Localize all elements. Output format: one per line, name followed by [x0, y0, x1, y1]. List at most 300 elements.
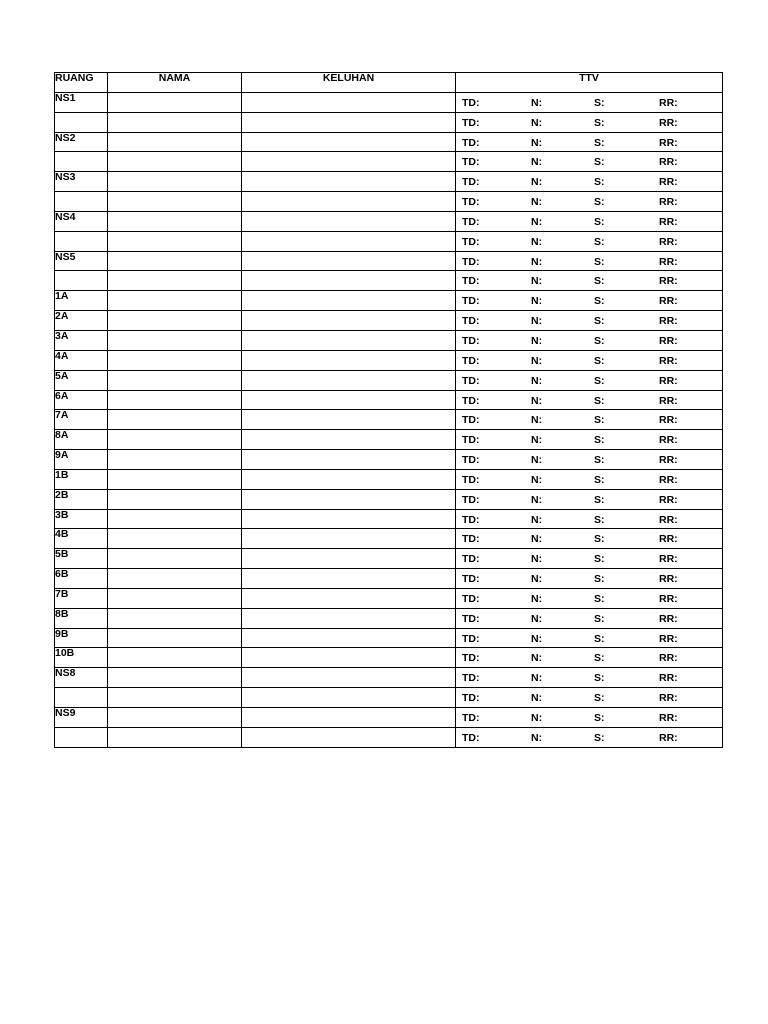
- header-nama: NAMA: [108, 73, 242, 93]
- cell-keluhan[interactable]: [242, 132, 456, 152]
- table-row: [55, 211, 723, 231]
- ttv-label-n: N:: [531, 315, 543, 328]
- ttv-label-s: S:: [594, 454, 605, 467]
- ttv-label-n: N:: [531, 235, 543, 248]
- cell-ruang: 5B: [55, 549, 108, 569]
- cell-nama[interactable]: [108, 251, 242, 271]
- cell-nama[interactable]: [108, 152, 242, 172]
- cell-keluhan[interactable]: [242, 648, 456, 668]
- cell-ruang: 2B: [55, 489, 108, 509]
- ttv-label-td: TD:: [462, 394, 480, 407]
- ttv-label-s: S:: [594, 354, 605, 367]
- cell-ttv[interactable]: [456, 152, 723, 172]
- cell-ttv[interactable]: [456, 648, 723, 668]
- ttv-label-s: S:: [594, 513, 605, 526]
- ttv-label-td: TD:: [462, 731, 480, 744]
- cell-nama[interactable]: [108, 688, 242, 708]
- cell-keluhan[interactable]: [242, 231, 456, 251]
- ttv-label-rr: RR:: [659, 592, 678, 605]
- cell-nama[interactable]: [108, 608, 242, 628]
- ttv-label-n: N:: [531, 513, 543, 526]
- ttv-label-rr: RR:: [659, 672, 678, 685]
- ttv-label-rr: RR:: [659, 116, 678, 129]
- table-row: [55, 410, 723, 430]
- cell-ttv[interactable]: [456, 251, 723, 271]
- ttv-label-s: S:: [594, 334, 605, 347]
- ttv-label-td: TD:: [462, 136, 480, 149]
- cell-ttv[interactable]: [456, 628, 723, 648]
- ttv-label-s: S:: [594, 553, 605, 566]
- ttv-label-td: TD:: [462, 473, 480, 486]
- cell-ruang: 3B: [55, 509, 108, 529]
- cell-ruang: 4A: [55, 350, 108, 370]
- ttv-label-td: TD:: [462, 533, 480, 546]
- cell-keluhan[interactable]: [242, 727, 456, 747]
- cell-ruang: [55, 112, 108, 132]
- ttv-label-rr: RR:: [659, 473, 678, 486]
- cell-ttv[interactable]: [456, 489, 723, 509]
- ttv-label-rr: RR:: [659, 354, 678, 367]
- cell-ttv[interactable]: [456, 430, 723, 450]
- ttv-label-n: N:: [531, 473, 543, 486]
- cell-ttv[interactable]: [456, 291, 723, 311]
- ttv-label-td: TD:: [462, 414, 480, 427]
- cell-nama[interactable]: [108, 370, 242, 390]
- ttv-label-s: S:: [594, 592, 605, 605]
- ttv-label-rr: RR:: [659, 275, 678, 288]
- cell-keluhan[interactable]: [242, 469, 456, 489]
- ttv-label-n: N:: [531, 652, 543, 665]
- ttv-label-n: N:: [531, 96, 543, 109]
- ttv-label-n: N:: [531, 553, 543, 566]
- cell-nama[interactable]: [108, 112, 242, 132]
- table-row: [55, 271, 723, 291]
- ttv-label-rr: RR:: [659, 731, 678, 744]
- cell-ttv[interactable]: [456, 569, 723, 589]
- cell-keluhan[interactable]: [242, 211, 456, 231]
- header-row: [55, 73, 723, 93]
- table-row: [55, 529, 723, 549]
- ttv-label-rr: RR:: [659, 394, 678, 407]
- ttv-label-td: TD:: [462, 156, 480, 169]
- cell-ruang: [55, 152, 108, 172]
- ttv-label-rr: RR:: [659, 156, 678, 169]
- ttv-label-rr: RR:: [659, 295, 678, 308]
- ttv-label-rr: RR:: [659, 196, 678, 209]
- ttv-label-s: S:: [594, 215, 605, 228]
- ttv-label-rr: RR:: [659, 136, 678, 149]
- table-row: [55, 370, 723, 390]
- cell-nama[interactable]: [108, 529, 242, 549]
- table-row: [55, 390, 723, 410]
- cell-ruang: NS4: [55, 211, 108, 231]
- table-row: [55, 311, 723, 331]
- ttv-label-n: N:: [531, 712, 543, 724]
- ttv-label-s: S:: [594, 692, 605, 705]
- ttv-label-n: N:: [531, 672, 543, 685]
- cell-ruang: NS8: [55, 668, 108, 688]
- cell-nama[interactable]: [108, 410, 242, 430]
- ttv-label-s: S:: [594, 235, 605, 248]
- cell-keluhan[interactable]: [242, 410, 456, 430]
- table-row: [55, 430, 723, 450]
- cell-keluhan[interactable]: [242, 291, 456, 311]
- ttv-label-td: TD:: [462, 434, 480, 447]
- cell-ruang: 7B: [55, 588, 108, 608]
- cell-nama[interactable]: [108, 430, 242, 450]
- ttv-label-n: N:: [531, 176, 543, 189]
- cell-keluhan[interactable]: [242, 172, 456, 192]
- ttv-label-s: S:: [594, 533, 605, 546]
- cell-ttv[interactable]: [456, 608, 723, 628]
- ttv-label-rr: RR:: [659, 612, 678, 625]
- ttv-label-rr: RR:: [659, 176, 678, 189]
- ttv-label-n: N:: [531, 533, 543, 546]
- cell-ruang: [55, 231, 108, 251]
- table-row: [55, 549, 723, 569]
- table-row: [55, 291, 723, 311]
- table-row: [55, 152, 723, 172]
- ttv-label-n: N:: [531, 434, 543, 447]
- cell-ruang: [55, 688, 108, 708]
- ttv-label-rr: RR:: [659, 235, 678, 248]
- table-row: [55, 132, 723, 152]
- cell-keluhan[interactable]: [242, 668, 456, 688]
- patient-vitals-table: [54, 72, 723, 748]
- cell-ruang: 1B: [55, 469, 108, 489]
- cell-keluhan[interactable]: [242, 152, 456, 172]
- table-row: [55, 628, 723, 648]
- ttv-label-n: N:: [531, 354, 543, 367]
- ttv-label-n: N:: [531, 295, 543, 308]
- cell-nama[interactable]: [108, 172, 242, 192]
- cell-ttv[interactable]: [456, 231, 723, 251]
- cell-keluhan[interactable]: [242, 588, 456, 608]
- ttv-label-s: S:: [594, 473, 605, 486]
- cell-ruang: 9B: [55, 628, 108, 648]
- ttv-label-td: TD:: [462, 632, 480, 645]
- ttv-label-s: S:: [594, 632, 605, 645]
- cell-nama[interactable]: [108, 509, 242, 529]
- ttv-label-s: S:: [594, 176, 605, 189]
- table-row: [55, 588, 723, 608]
- ttv-label-rr: RR:: [659, 255, 678, 268]
- ttv-label-s: S:: [594, 116, 605, 129]
- table-row: [55, 708, 723, 728]
- cell-keluhan[interactable]: [242, 92, 456, 112]
- table-row: [55, 469, 723, 489]
- ttv-label-n: N:: [531, 493, 543, 506]
- ttv-label-rr: RR:: [659, 553, 678, 566]
- ttv-label-s: S:: [594, 434, 605, 447]
- ttv-label-s: S:: [594, 295, 605, 308]
- cell-ttv[interactable]: [456, 390, 723, 410]
- cell-ruang: 6B: [55, 569, 108, 589]
- ttv-label-td: TD:: [462, 215, 480, 228]
- cell-ttv[interactable]: [456, 330, 723, 350]
- ttv-label-td: TD:: [462, 612, 480, 625]
- cell-ruang: NS9: [55, 708, 108, 728]
- cell-ttv[interactable]: [456, 370, 723, 390]
- ttv-label-n: N:: [531, 255, 543, 268]
- cell-nama[interactable]: [108, 549, 242, 569]
- cell-ttv[interactable]: [456, 132, 723, 152]
- cell-keluhan[interactable]: [242, 251, 456, 271]
- cell-ruang: 9A: [55, 450, 108, 470]
- ttv-label-s: S:: [594, 196, 605, 209]
- table-row: [55, 608, 723, 628]
- cell-ttv[interactable]: [456, 311, 723, 331]
- cell-ruang: 10B: [55, 648, 108, 668]
- ttv-label-n: N:: [531, 275, 543, 288]
- ttv-label-rr: RR:: [659, 513, 678, 526]
- table-row: [55, 450, 723, 470]
- cell-ttv[interactable]: [456, 92, 723, 112]
- cell-ttv[interactable]: [456, 350, 723, 370]
- ttv-label-td: TD:: [462, 255, 480, 268]
- cell-nama[interactable]: [108, 588, 242, 608]
- table-row: [55, 509, 723, 529]
- ttv-label-s: S:: [594, 156, 605, 169]
- cell-keluhan[interactable]: [242, 509, 456, 529]
- ttv-label-rr: RR:: [659, 315, 678, 328]
- ttv-label-s: S:: [594, 136, 605, 149]
- cell-ruang: 1A: [55, 291, 108, 311]
- cell-keluhan[interactable]: [242, 688, 456, 708]
- cell-ruang: 8B: [55, 608, 108, 628]
- ttv-label-s: S:: [594, 672, 605, 685]
- ttv-label-s: S:: [594, 612, 605, 625]
- ttv-label-td: TD:: [462, 196, 480, 209]
- ttv-label-s: S:: [594, 493, 605, 506]
- cell-nama[interactable]: [108, 390, 242, 410]
- cell-ruang: NS5: [55, 251, 108, 271]
- cell-ttv[interactable]: [456, 588, 723, 608]
- table-row: [55, 172, 723, 192]
- ttv-label-s: S:: [594, 275, 605, 288]
- cell-keluhan[interactable]: [242, 192, 456, 212]
- cell-keluhan[interactable]: [242, 430, 456, 450]
- ttv-label-s: S:: [594, 394, 605, 407]
- ttv-label-td: TD:: [462, 553, 480, 566]
- ttv-label-s: S:: [594, 255, 605, 268]
- cell-ttv[interactable]: [456, 211, 723, 231]
- ttv-label-td: TD:: [462, 235, 480, 248]
- cell-ttv[interactable]: [456, 509, 723, 529]
- cell-ttv[interactable]: [456, 668, 723, 688]
- cell-keluhan[interactable]: [242, 271, 456, 291]
- cell-ruang: NS2: [55, 132, 108, 152]
- table-row: [55, 251, 723, 271]
- ttv-label-td: TD:: [462, 334, 480, 347]
- ttv-label-n: N:: [531, 156, 543, 169]
- ttv-label-td: TD:: [462, 592, 480, 605]
- cell-nama[interactable]: [108, 569, 242, 589]
- ttv-label-s: S:: [594, 96, 605, 109]
- cell-keluhan[interactable]: [242, 608, 456, 628]
- ttv-label-n: N:: [531, 215, 543, 228]
- table-row: [55, 92, 723, 112]
- ttv-label-rr: RR:: [659, 652, 678, 665]
- ttv-label-s: S:: [594, 315, 605, 328]
- table-row: [55, 668, 723, 688]
- ttv-label-rr: RR:: [659, 493, 678, 506]
- cell-ttv[interactable]: [456, 172, 723, 192]
- ttv-label-rr: RR:: [659, 434, 678, 447]
- table-row: [55, 112, 723, 132]
- ttv-label-td: TD:: [462, 176, 480, 189]
- ttv-label-n: N:: [531, 374, 543, 387]
- ttv-form-sheet: [54, 72, 722, 748]
- cell-nama[interactable]: [108, 291, 242, 311]
- ttv-label-td: TD:: [462, 374, 480, 387]
- cell-keluhan[interactable]: [242, 370, 456, 390]
- cell-nama[interactable]: [108, 311, 242, 331]
- cell-ttv[interactable]: [456, 469, 723, 489]
- ttv-label-n: N:: [531, 394, 543, 407]
- ttv-label-n: N:: [531, 692, 543, 705]
- table-row: [55, 648, 723, 668]
- cell-keluhan[interactable]: [242, 390, 456, 410]
- cell-ruang: 6A: [55, 390, 108, 410]
- table-row: [55, 489, 723, 509]
- cell-nama[interactable]: [108, 330, 242, 350]
- ttv-label-td: TD:: [462, 672, 480, 685]
- ttv-label-s: S:: [594, 731, 605, 744]
- cell-nama[interactable]: [108, 271, 242, 291]
- table-row: [55, 688, 723, 708]
- cell-keluhan[interactable]: [242, 569, 456, 589]
- ttv-label-n: N:: [531, 414, 543, 427]
- ttv-label-rr: RR:: [659, 414, 678, 427]
- ttv-label-rr: RR:: [659, 632, 678, 645]
- table-row: [55, 330, 723, 350]
- cell-ruang: 4B: [55, 529, 108, 549]
- ttv-label-s: S:: [594, 414, 605, 427]
- cell-ruang: 2A: [55, 311, 108, 331]
- ttv-label-n: N:: [531, 454, 543, 467]
- cell-nama[interactable]: [108, 727, 242, 747]
- cell-nama[interactable]: [108, 668, 242, 688]
- cell-keluhan[interactable]: [242, 330, 456, 350]
- cell-nama[interactable]: [108, 469, 242, 489]
- cell-ruang: NS3: [55, 172, 108, 192]
- ttv-label-n: N:: [531, 612, 543, 625]
- cell-ruang: 3A: [55, 330, 108, 350]
- ttv-label-n: N:: [531, 592, 543, 605]
- ttv-label-rr: RR:: [659, 573, 678, 586]
- cell-ttv[interactable]: [456, 727, 723, 747]
- ttv-label-td: TD:: [462, 454, 480, 467]
- header-ttv: TTV: [456, 73, 723, 93]
- ttv-label-rr: RR:: [659, 454, 678, 467]
- ttv-label-n: N:: [531, 334, 543, 347]
- ttv-label-td: TD:: [462, 493, 480, 506]
- ttv-label-n: N:: [531, 731, 543, 744]
- cell-ttv[interactable]: [456, 112, 723, 132]
- cell-ruang: [55, 727, 108, 747]
- cell-keluhan[interactable]: [242, 489, 456, 509]
- ttv-label-n: N:: [531, 116, 543, 129]
- table-row: [55, 350, 723, 370]
- table-row: [55, 727, 723, 747]
- ttv-label-rr: RR:: [659, 334, 678, 347]
- cell-ttv[interactable]: [456, 708, 723, 728]
- ttv-label-n: N:: [531, 573, 543, 586]
- cell-nama[interactable]: [108, 648, 242, 668]
- ttv-label-td: TD:: [462, 315, 480, 328]
- ttv-label-rr: RR:: [659, 215, 678, 228]
- cell-ttv[interactable]: [456, 688, 723, 708]
- cell-keluhan[interactable]: [242, 708, 456, 728]
- cell-nama[interactable]: [108, 132, 242, 152]
- cell-keluhan[interactable]: [242, 350, 456, 370]
- cell-nama[interactable]: [108, 489, 242, 509]
- cell-keluhan[interactable]: [242, 549, 456, 569]
- cell-nama[interactable]: [108, 231, 242, 251]
- cell-nama[interactable]: [108, 211, 242, 231]
- cell-keluhan[interactable]: [242, 628, 456, 648]
- cell-ttv[interactable]: [456, 450, 723, 470]
- cell-nama[interactable]: [108, 92, 242, 112]
- ttv-label-s: S:: [594, 652, 605, 665]
- cell-ruang: 7A: [55, 410, 108, 430]
- header-keluhan: KELUHAN: [242, 73, 456, 93]
- ttv-label-s: S:: [594, 712, 605, 724]
- cell-ttv[interactable]: [456, 271, 723, 291]
- cell-nama[interactable]: [108, 350, 242, 370]
- header-ruang: RUANG: [55, 73, 108, 93]
- ttv-label-rr: RR:: [659, 96, 678, 109]
- cell-keluhan[interactable]: [242, 529, 456, 549]
- ttv-label-rr: RR:: [659, 374, 678, 387]
- cell-nama[interactable]: [108, 192, 242, 212]
- cell-ttv[interactable]: [456, 529, 723, 549]
- ttv-label-rr: RR:: [659, 533, 678, 546]
- ttv-label-rr: RR:: [659, 712, 678, 724]
- ttv-label-td: TD:: [462, 354, 480, 367]
- cell-keluhan[interactable]: [242, 112, 456, 132]
- ttv-label-td: TD:: [462, 712, 480, 724]
- ttv-label-rr: RR:: [659, 692, 678, 705]
- ttv-label-td: TD:: [462, 96, 480, 109]
- cell-ruang: 8A: [55, 430, 108, 450]
- table-row: [55, 192, 723, 212]
- cell-nama[interactable]: [108, 450, 242, 470]
- ttv-label-n: N:: [531, 632, 543, 645]
- ttv-label-td: TD:: [462, 652, 480, 665]
- cell-ruang: 5A: [55, 370, 108, 390]
- table-row: [55, 231, 723, 251]
- ttv-label-s: S:: [594, 374, 605, 387]
- cell-keluhan[interactable]: [242, 450, 456, 470]
- ttv-label-td: TD:: [462, 513, 480, 526]
- ttv-label-n: N:: [531, 196, 543, 209]
- cell-ruang: NS1: [55, 92, 108, 112]
- cell-ruang: [55, 192, 108, 212]
- ttv-label-n: N:: [531, 136, 543, 149]
- cell-ttv[interactable]: [456, 192, 723, 212]
- cell-nama[interactable]: [108, 708, 242, 728]
- cell-keluhan[interactable]: [242, 311, 456, 331]
- ttv-label-td: TD:: [462, 275, 480, 288]
- ttv-label-td: TD:: [462, 573, 480, 586]
- cell-ttv[interactable]: [456, 410, 723, 430]
- ttv-label-td: TD:: [462, 116, 480, 129]
- cell-ttv[interactable]: [456, 549, 723, 569]
- cell-nama[interactable]: [108, 628, 242, 648]
- ttv-label-td: TD:: [462, 692, 480, 705]
